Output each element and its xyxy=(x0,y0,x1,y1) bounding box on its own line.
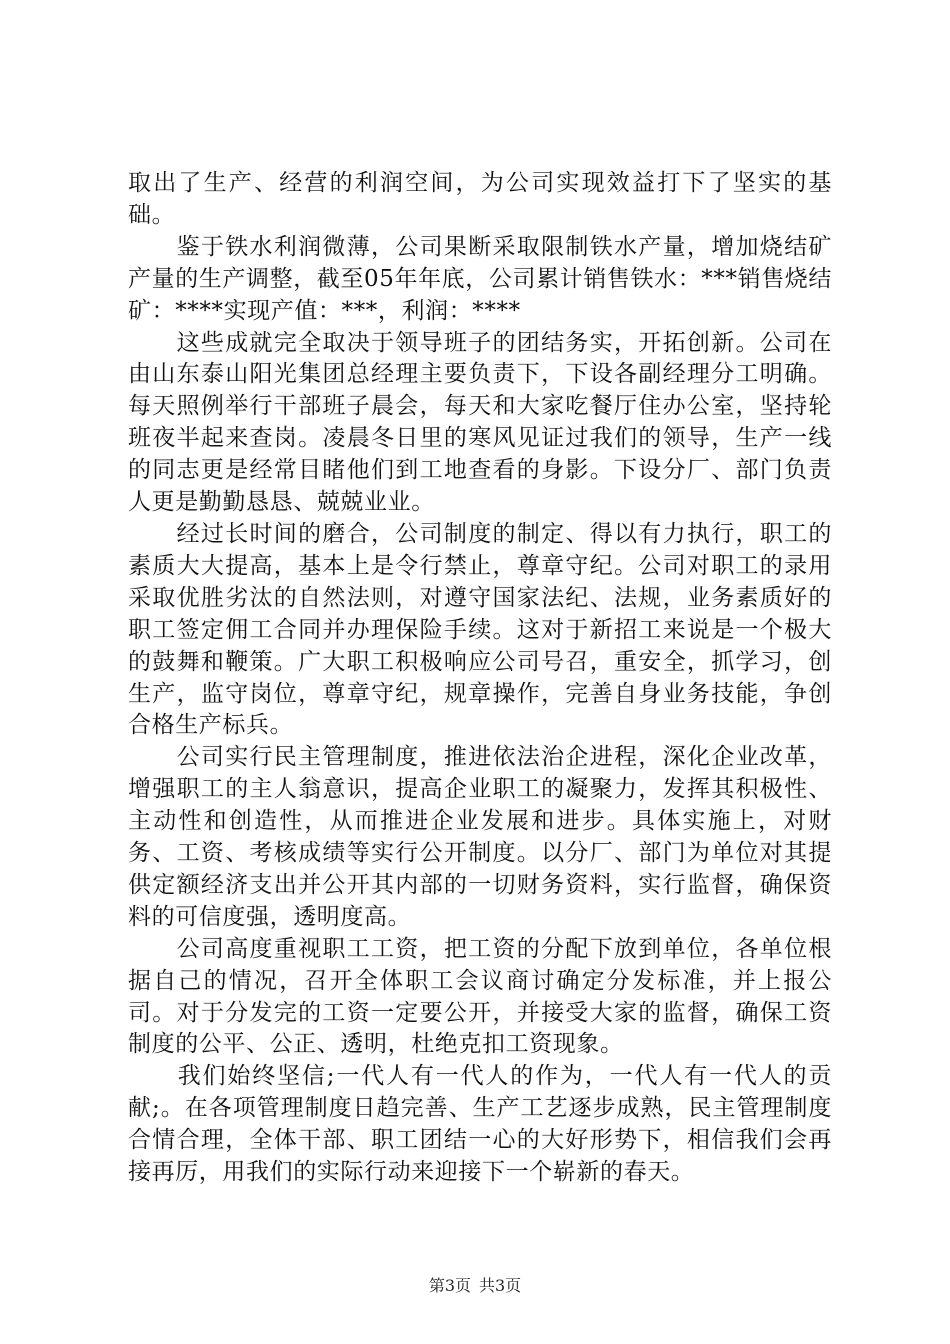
paragraph-1: 取出了生产、经营的利润空间，为公司实现效益打下了坚实的基础。 xyxy=(128,170,832,228)
paragraph-7: 我们始终坚信;一代人有一代人的作为，一代人有一代人的贡献;。在各项管理制度日趋完善、生产工艺逐步成熟，民主管理制度合情合理，全体干部、职工团结一心的大好形势下，相信我们会再接再厉，用我们的实际行动来迎接下一个崭新的春天。 xyxy=(128,1063,832,1186)
page-number: 第3页 xyxy=(428,1276,471,1295)
paragraph-4: 经过长时间的磨合，公司制度的制定、得以有力执行，职工的素质大大提高，基本上是令行禁止，尊章守纪。公司对职工的录用采取优胜劣汰的自然法则，对遵守国家法纪、法规，业务素质好的职工签定佣工合同并办理保险手续。这对于新招工来说是一个极大的鼓舞和鞭策。广大职工积极响应公司号召，重安全，抓学习，创生产，监守岗位，尊章守纪，规章操作，完善自身业务技能，争创合格生产标兵。 xyxy=(128,520,832,739)
paragraph-5: 公司实行民主管理制度，推进依法治企进程，深化企业改革，增强职工的主人翁意识，提高企业职工的凝聚力，发挥其积极性、主动性和创造性，从而推进企业发展和进步。具体实施上，对财务、工资、考核成绩等实行公开制度。以分厂、部门为单位对其提供定额经济支出并公开其内部的一切财务资料，实行监督，确保资料的可信度强，透明度高。 xyxy=(128,744,832,930)
page-total: 共3页 xyxy=(479,1276,522,1295)
paragraph-2: 鉴于铁水利润微薄，公司果断采取限制铁水产量，增加烧结矿产量的生产调整，截至05年年底，公司累计销售铁水：***销售烧结矿：****实现产值：***，利润：**** xyxy=(128,233,832,324)
page-footer xyxy=(0,1276,950,1296)
paragraph-3: 这些成就完全取决于领导班子的团结务实，开拓创新。公司在由山东泰山阳光集团总经理主要负责下，下设各副经理分工明确。每天照例举行干部班子晨会，每天和大家吃餐厅住办公室，坚持轮班夜半起来查岗。凌晨冬日里的寒风见证过我们的领导，生产一线的同志更是经常目睹他们到工地查看的身影。下设分厂、部门负责人更是勤勤恳恳、兢兢业业。 xyxy=(128,329,832,516)
document-body xyxy=(128,168,832,1189)
paragraph-6: 公司高度重视职工工资，把工资的分配下放到单位，各单位根据自己的情况，召开全体职工会议商讨确定分发标准，并上报公司。对于分发完的工资一定要公开，并接受大家的监督，确保工资制度的公平、公正、透明，杜绝克扣工资现象。 xyxy=(128,935,832,1058)
